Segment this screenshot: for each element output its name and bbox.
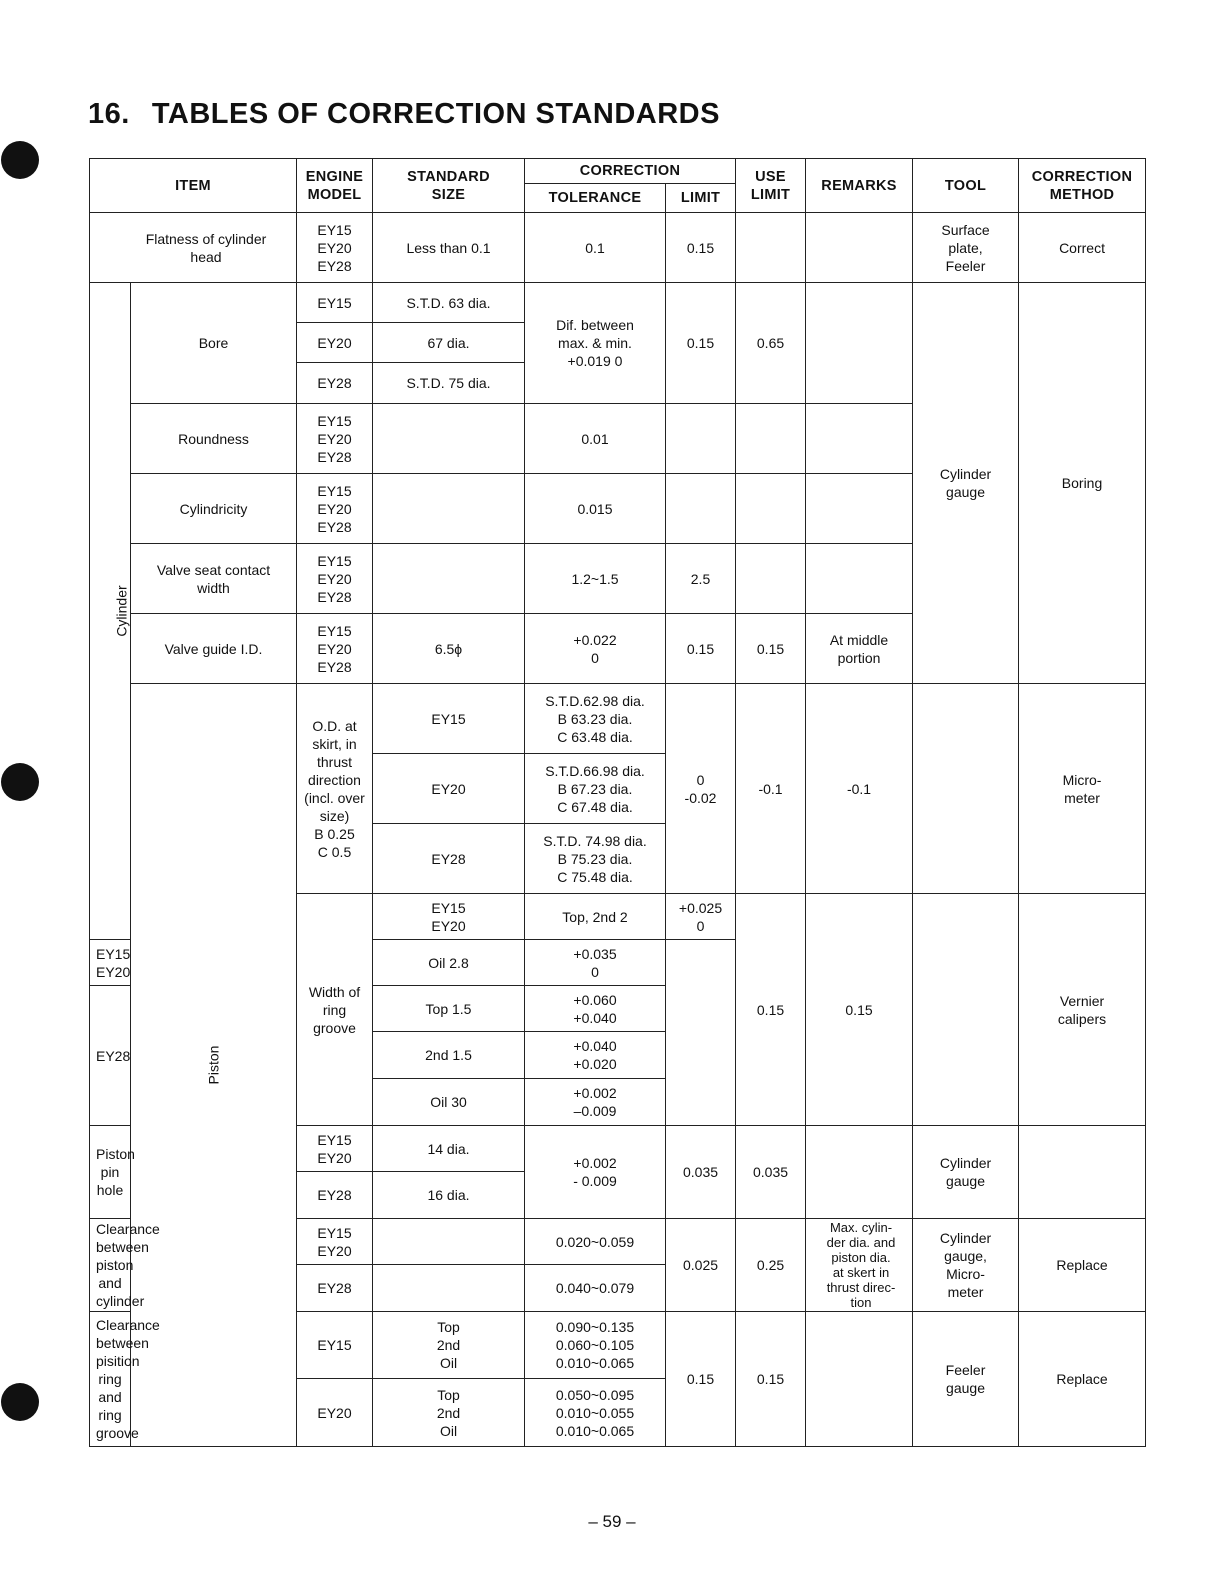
od-skirt-tolerance: 0 -0.02 (666, 684, 736, 894)
bore-model: EY28 (297, 363, 373, 404)
ring-groove-tool: Vernier calipers (1019, 894, 1146, 1126)
flatness-tool: Surface plate, Feeler (913, 213, 1019, 283)
flatness-use-limit (736, 213, 806, 283)
header-standard-size: STANDARD SIZE (373, 159, 525, 213)
valve-guide-size: 6.5ϕ (373, 614, 525, 684)
valve-seat-item: Valve seat contact width (131, 544, 297, 614)
bore-size: 67 dia. (373, 323, 525, 363)
binder-hole (1, 141, 39, 179)
cylindricity-use-limit (736, 474, 806, 544)
od-skirt-size: S.T.D.66.98 dia. B 67.23 dia. C 67.48 dia. (525, 754, 666, 824)
roundness-limit (666, 404, 736, 474)
pin-hole-size: 16 dia. (373, 1172, 525, 1219)
clearance-cyl-tolerance: 0.020~0.059 (525, 1219, 666, 1265)
header-correction: CORRECTION (525, 159, 736, 184)
pin-hole-item: Piston pin hole (90, 1126, 131, 1219)
table-row-bore (90, 283, 1146, 323)
valve-seat-size (373, 544, 525, 614)
valve-guide-item: Valve guide I.D. (131, 614, 297, 684)
pin-hole-size: 14 dia. (373, 1126, 525, 1172)
cylinder-method: Boring (1019, 283, 1146, 684)
clearance-ring-model: EY15 (297, 1312, 373, 1379)
header-item: ITEM (90, 159, 297, 213)
ring-groove-size: 2nd 1.5 (373, 1032, 525, 1079)
od-skirt-tool: Micro- meter (1019, 684, 1146, 894)
flatness-method: Correct (1019, 213, 1146, 283)
header-engine-model: ENGINE MODEL (297, 159, 373, 213)
ring-groove-size: Oil 30 (373, 1079, 525, 1126)
pin-hole-use-limit: 0.035 (736, 1126, 806, 1219)
ring-groove-tolerance: +0.035 0 (525, 940, 666, 986)
clearance-ring-tolerance: 0.090~0.135 0.060~0.105 0.010~0.065 (525, 1312, 666, 1379)
od-skirt-model: EY20 (373, 754, 525, 824)
clearance-ring-remarks (806, 1312, 913, 1447)
valve-seat-models: EY15 EY20 EY28 (297, 544, 373, 614)
flatness-remarks (806, 213, 913, 283)
header-row (90, 159, 1146, 184)
table-row-flatness (90, 213, 1146, 283)
od-skirt-model: EY15 (373, 684, 525, 754)
clearance-cyl-model: EY15 EY20 (297, 1219, 373, 1265)
clearance-ring-size: Top 2nd Oil (373, 1312, 525, 1379)
pin-hole-limit: 0.035 (666, 1126, 736, 1219)
correction-standards-table (89, 158, 1146, 1447)
valve-guide-tolerance: +0.022 0 (525, 614, 666, 684)
header-tool: TOOL (913, 159, 1019, 213)
ring-groove-model: EY15 EY20 (90, 940, 131, 986)
cylinder-group-label: Cylinder (90, 283, 131, 940)
ring-groove-tolerance: +0.025 0 (666, 894, 736, 940)
od-skirt-item: O.D. at skirt, in thrust direction (incl. over size) B 0.25 C 0.5 (297, 684, 373, 894)
od-skirt-size: S.T.D.62.98 dia. B 63.23 dia. C 63.48 dia. (525, 684, 666, 754)
clearance-ring-method: Replace (1019, 1312, 1146, 1447)
pin-hole-tool: Cylinder gauge (913, 1126, 1019, 1219)
od-skirt-remarks (913, 684, 1019, 894)
od-skirt-use-limit: -0.1 (806, 684, 913, 894)
clearance-cyl-item: Clearance between piston and cylinder (90, 1219, 131, 1312)
clearance-cyl-remarks: Max. cylin- der dia. and piston dia. at skert in thrust direc- tion (806, 1219, 913, 1312)
ring-groove-remarks (913, 894, 1019, 1126)
piston-group-label: Piston (131, 684, 297, 1447)
clearance-ring-size: Top 2nd Oil (373, 1379, 525, 1447)
cylinder-tool: Cylinder gauge (913, 283, 1019, 684)
cylindricity-item: Cylindricity (131, 474, 297, 544)
valve-guide-remarks: At middle portion (806, 614, 913, 684)
clearance-cyl-model: EY28 (297, 1265, 373, 1312)
bore-size: S.T.D. 63 dia. (373, 283, 525, 323)
bore-limit: 0.15 (666, 283, 736, 404)
valve-guide-models: EY15 EY20 EY28 (297, 614, 373, 684)
header-limit: LIMIT (666, 184, 736, 213)
clearance-cyl-method: Replace (1019, 1219, 1146, 1312)
ring-groove-size: Top 1.5 (373, 986, 525, 1032)
binder-hole (1, 763, 39, 801)
clearance-cyl-use-limit: 0.25 (736, 1219, 806, 1312)
bore-size: S.T.D. 75 dia. (373, 363, 525, 404)
page-number: – 59 – (588, 1512, 636, 1531)
roundness-tolerance: 0.01 (525, 404, 666, 474)
bore-model: EY20 (297, 323, 373, 363)
clearance-ring-item: Clearance between pisition ring and ring groove (90, 1312, 131, 1447)
cylindricity-tolerance: 0.015 (525, 474, 666, 544)
clearance-ring-limit: 0.15 (666, 1312, 736, 1447)
clearance-cyl-size (373, 1265, 525, 1312)
cylindricity-size (373, 474, 525, 544)
clearance-cyl-tolerance: 0.040~0.079 (525, 1265, 666, 1312)
table-row-od-skirt (90, 684, 1146, 754)
bore-remarks (806, 283, 913, 404)
valve-guide-use-limit: 0.15 (736, 614, 806, 684)
bore-item: Bore (131, 283, 297, 404)
flatness-item: Flatness of cylinder head (90, 213, 297, 283)
od-skirt-limit: -0.1 (736, 684, 806, 894)
bore-tolerance: Dif. between max. & min. +0.019 0 (525, 283, 666, 404)
ring-groove-size: Top, 2nd 2 (525, 894, 666, 940)
flatness-models: EY15 EY20 EY28 (297, 213, 373, 283)
ring-groove-limit: 0.15 (736, 894, 806, 1126)
section-number: 16. (88, 98, 130, 130)
roundness-size (373, 404, 525, 474)
header-tolerance: TOLERANCE (525, 184, 666, 213)
pin-hole-model: EY15 EY20 (297, 1126, 373, 1172)
cylindricity-remarks (806, 474, 913, 544)
cylindricity-limit (666, 474, 736, 544)
clearance-ring-tolerance: 0.050~0.095 0.010~0.055 0.010~0.065 (525, 1379, 666, 1447)
ring-groove-tolerance: +0.040 +0.020 (525, 1032, 666, 1079)
ring-groove-item: Width of ring groove (297, 894, 373, 1126)
header-use-limit: USE LIMIT (736, 159, 806, 213)
ring-groove-size: Oil 2.8 (373, 940, 525, 986)
bore-model: EY15 (297, 283, 373, 323)
clearance-cyl-limit: 0.025 (666, 1219, 736, 1312)
ring-groove-use-limit: 0.15 (806, 894, 913, 1126)
pin-hole-remarks (806, 1126, 913, 1219)
roundness-item: Roundness (131, 404, 297, 474)
ring-groove-model: EY28 (90, 986, 131, 1126)
pin-hole-model: EY28 (297, 1172, 373, 1219)
flatness-limit: 0.15 (666, 213, 736, 283)
clearance-ring-use-limit: 0.15 (736, 1312, 806, 1447)
flatness-size: Less than 0.1 (373, 213, 525, 283)
ring-groove-tolerance: +0.002 –0.009 (525, 1079, 666, 1126)
od-skirt-model: EY28 (373, 824, 525, 894)
section-title: TABLES OF CORRECTION STANDARDS (151, 98, 720, 130)
clearance-cyl-tool: Cylinder gauge, Micro- meter (913, 1219, 1019, 1312)
valve-seat-remarks (806, 544, 913, 614)
header-remarks: REMARKS (806, 159, 913, 213)
flatness-tolerance: 0.1 (525, 213, 666, 283)
pin-hole-method (1019, 1126, 1146, 1219)
od-skirt-size: S.T.D. 74.98 dia. B 75.23 dia. C 75.48 dia. (525, 824, 666, 894)
ring-groove-tolerance: +0.060 +0.040 (525, 986, 666, 1032)
valve-seat-limit: 2.5 (666, 544, 736, 614)
page-title (88, 98, 720, 131)
clearance-cyl-size (373, 1219, 525, 1265)
bore-use-limit: 0.65 (736, 283, 806, 404)
valve-guide-limit: 0.15 (666, 614, 736, 684)
roundness-use-limit (736, 404, 806, 474)
clearance-ring-tool: Feeler gauge (913, 1312, 1019, 1447)
valve-seat-use-limit (736, 544, 806, 614)
valve-seat-tolerance: 1.2~1.5 (525, 544, 666, 614)
binder-hole (1, 1383, 39, 1421)
ring-groove-model: EY15 EY20 (373, 894, 525, 940)
roundness-models: EY15 EY20 EY28 (297, 404, 373, 474)
clearance-ring-model: EY20 (297, 1379, 373, 1447)
roundness-remarks (806, 404, 913, 474)
pin-hole-tolerance: +0.002 - 0.009 (525, 1126, 666, 1219)
header-correction-method: CORRECTION METHOD (1019, 159, 1146, 213)
cylindricity-models: EY15 EY20 EY28 (297, 474, 373, 544)
